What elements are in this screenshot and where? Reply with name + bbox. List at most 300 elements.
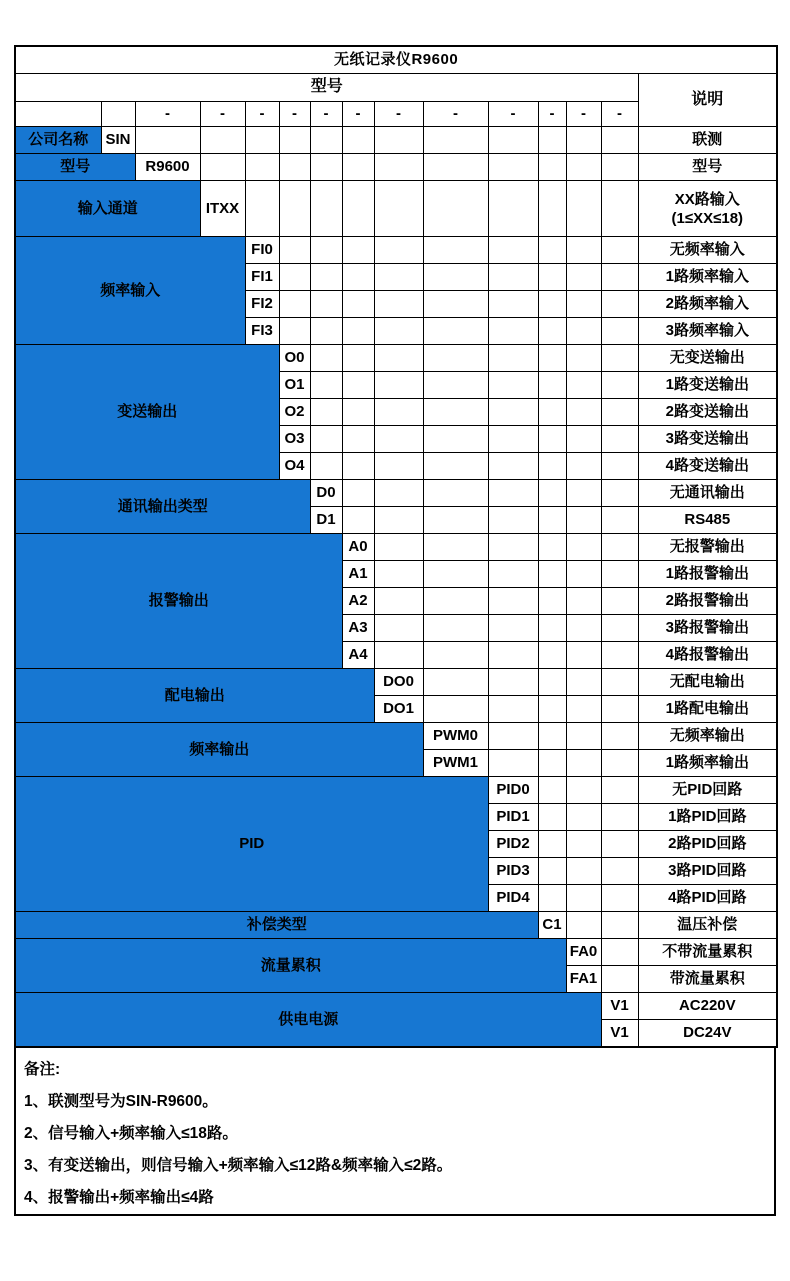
code-cell: O0	[279, 345, 310, 372]
empty-cell	[310, 372, 342, 399]
desc-cell: 3路报警输出	[638, 615, 777, 642]
empty-cell	[279, 154, 310, 181]
desc-cell: 1路变送输出	[638, 372, 777, 399]
code-cell: FI3	[245, 318, 279, 345]
code-cell: PID2	[488, 831, 538, 858]
empty-cell	[601, 696, 638, 723]
desc-cell: 4路PID回路	[638, 885, 777, 912]
empty-cell	[538, 750, 566, 777]
desc-cell: 2路报警输出	[638, 588, 777, 615]
empty-cell	[538, 372, 566, 399]
empty-cell	[488, 480, 538, 507]
empty-cell	[538, 399, 566, 426]
empty-cell	[423, 480, 488, 507]
empty-cell	[601, 885, 638, 912]
empty-cell	[374, 318, 423, 345]
desc-cell: 1路频率输出	[638, 750, 777, 777]
dash-cell: -	[135, 102, 200, 127]
category-cell: 频率输出	[15, 723, 423, 777]
notes-section	[14, 1046, 776, 1216]
category-cell: PID	[15, 777, 488, 912]
empty-cell	[488, 534, 538, 561]
desc-cell: 1路配电输出	[638, 696, 777, 723]
empty-cell	[601, 318, 638, 345]
empty-cell	[488, 399, 538, 426]
empty-cell	[374, 642, 423, 669]
blank-cell	[101, 102, 135, 127]
desc-cell: 无变送输出	[638, 345, 777, 372]
empty-cell	[310, 318, 342, 345]
empty-cell	[538, 480, 566, 507]
code-cell: V1	[601, 993, 638, 1020]
empty-cell	[342, 453, 374, 480]
empty-cell	[488, 561, 538, 588]
empty-cell	[538, 858, 566, 885]
empty-cell	[342, 181, 374, 237]
code-cell: A4	[342, 642, 374, 669]
code-cell: R9600	[135, 154, 200, 181]
empty-cell	[601, 264, 638, 291]
empty-cell	[601, 777, 638, 804]
table-row	[15, 480, 777, 507]
dash-cell: -	[488, 102, 538, 127]
empty-cell	[601, 912, 638, 939]
empty-cell	[310, 345, 342, 372]
empty-cell	[423, 399, 488, 426]
desc-cell: RS485	[638, 507, 777, 534]
empty-cell	[342, 318, 374, 345]
empty-cell	[538, 777, 566, 804]
desc-cell: 3路频率输入	[638, 318, 777, 345]
empty-cell	[423, 127, 488, 154]
empty-cell	[538, 426, 566, 453]
empty-cell	[310, 127, 342, 154]
empty-cell	[342, 264, 374, 291]
empty-cell	[601, 831, 638, 858]
empty-cell	[566, 480, 601, 507]
empty-cell	[538, 642, 566, 669]
empty-cell	[601, 181, 638, 237]
empty-cell	[488, 264, 538, 291]
code-cell: PWM0	[423, 723, 488, 750]
empty-cell	[245, 181, 279, 237]
table-row	[15, 669, 777, 696]
empty-cell	[538, 885, 566, 912]
desc-cell: 1路PID回路	[638, 804, 777, 831]
desc-cell: AC220V	[638, 993, 777, 1020]
empty-cell	[488, 127, 538, 154]
category-cell: 输入通道	[15, 181, 200, 237]
empty-cell	[488, 181, 538, 237]
code-cell: PID4	[488, 885, 538, 912]
empty-cell	[423, 181, 488, 237]
empty-cell	[566, 399, 601, 426]
empty-cell	[342, 507, 374, 534]
code-cell: FI0	[245, 237, 279, 264]
empty-cell	[538, 696, 566, 723]
table-title: 无纸记录仪R9600	[15, 46, 777, 74]
table-row	[15, 939, 777, 966]
table-row	[15, 46, 777, 74]
empty-cell	[566, 181, 601, 237]
empty-cell	[601, 534, 638, 561]
empty-cell	[566, 642, 601, 669]
empty-cell	[601, 561, 638, 588]
empty-cell	[423, 561, 488, 588]
empty-cell	[601, 237, 638, 264]
code-cell: A1	[342, 561, 374, 588]
empty-cell	[342, 154, 374, 181]
empty-cell	[488, 237, 538, 264]
empty-cell	[566, 264, 601, 291]
empty-cell	[538, 181, 566, 237]
dash-cell: -	[310, 102, 342, 127]
empty-cell	[538, 588, 566, 615]
empty-cell	[566, 453, 601, 480]
desc-cell: 2路变送输出	[638, 399, 777, 426]
empty-cell	[566, 426, 601, 453]
empty-cell	[566, 345, 601, 372]
empty-cell	[342, 345, 374, 372]
desc-cell: DC24V	[638, 1020, 777, 1048]
empty-cell	[566, 372, 601, 399]
code-cell: C1	[538, 912, 566, 939]
empty-cell	[538, 127, 566, 154]
dash-cell: -	[245, 102, 279, 127]
desc-cell: 无PID回路	[638, 777, 777, 804]
empty-cell	[538, 345, 566, 372]
empty-cell	[566, 858, 601, 885]
code-cell: V1	[601, 1020, 638, 1048]
empty-cell	[423, 453, 488, 480]
code-cell: PID1	[488, 804, 538, 831]
desc-line: (1≤XX≤18)	[671, 209, 744, 227]
empty-cell	[601, 453, 638, 480]
empty-cell	[488, 291, 538, 318]
empty-cell	[566, 831, 601, 858]
empty-cell	[200, 154, 245, 181]
empty-cell	[488, 723, 538, 750]
desc-cell: 无配电输出	[638, 669, 777, 696]
empty-cell	[423, 696, 488, 723]
empty-cell	[374, 507, 423, 534]
code-cell: DO0	[374, 669, 423, 696]
empty-cell	[374, 372, 423, 399]
empty-cell	[374, 534, 423, 561]
empty-cell	[488, 426, 538, 453]
description-header: 说明	[638, 74, 777, 127]
desc-cell: 1路频率输入	[638, 264, 777, 291]
table-row	[15, 237, 777, 264]
code-cell: PID0	[488, 777, 538, 804]
model-number-header: 型号	[15, 74, 638, 102]
note-item: 4、报警输出+频率输出≤4路	[24, 1189, 214, 1206]
empty-cell	[488, 318, 538, 345]
empty-cell	[310, 264, 342, 291]
empty-cell	[342, 372, 374, 399]
table-row	[15, 912, 777, 939]
desc-cell: 无报警输出	[638, 534, 777, 561]
dash-cell: -	[566, 102, 601, 127]
empty-cell	[342, 237, 374, 264]
empty-cell	[279, 291, 310, 318]
empty-cell	[374, 399, 423, 426]
empty-cell	[342, 426, 374, 453]
empty-cell	[374, 453, 423, 480]
empty-cell	[566, 696, 601, 723]
empty-cell	[601, 966, 638, 993]
empty-cell	[488, 642, 538, 669]
empty-cell	[488, 750, 538, 777]
empty-cell	[566, 154, 601, 181]
dash-cell: -	[538, 102, 566, 127]
empty-cell	[601, 154, 638, 181]
empty-cell	[566, 318, 601, 345]
empty-cell	[601, 291, 638, 318]
empty-cell	[423, 264, 488, 291]
empty-cell	[566, 669, 601, 696]
desc-cell: 1路报警输出	[638, 561, 777, 588]
empty-cell	[342, 399, 374, 426]
empty-cell	[566, 804, 601, 831]
category-cell: 配电输出	[15, 669, 374, 723]
empty-cell	[374, 480, 423, 507]
empty-cell	[310, 237, 342, 264]
empty-cell	[423, 426, 488, 453]
dash-cell: -	[601, 102, 638, 127]
category-cell: 补偿类型	[15, 912, 538, 939]
empty-cell	[279, 237, 310, 264]
code-cell: D1	[310, 507, 342, 534]
code-cell: FA1	[566, 966, 601, 993]
table-row	[15, 993, 777, 1020]
empty-cell	[200, 127, 245, 154]
empty-cell	[423, 291, 488, 318]
desc-cell: 无频率输入	[638, 237, 777, 264]
empty-cell	[423, 588, 488, 615]
table-row	[15, 181, 777, 237]
code-cell: ITXX	[200, 181, 245, 237]
empty-cell	[538, 615, 566, 642]
code-cell: PID3	[488, 858, 538, 885]
empty-cell	[374, 345, 423, 372]
empty-cell	[566, 615, 601, 642]
empty-cell	[342, 480, 374, 507]
desc-cell	[638, 181, 777, 237]
empty-cell	[566, 534, 601, 561]
empty-cell	[310, 426, 342, 453]
desc-cell: 温压补偿	[638, 912, 777, 939]
empty-cell	[601, 426, 638, 453]
empty-cell	[279, 181, 310, 237]
category-cell: 变送输出	[15, 345, 279, 480]
note-item: 3、有变送输出，则信号输入+频率输入≤12路&频率输入≤2路。	[24, 1157, 453, 1174]
desc-cell: 4路报警输出	[638, 642, 777, 669]
empty-cell	[374, 264, 423, 291]
code-cell: FI2	[245, 291, 279, 318]
empty-cell	[423, 642, 488, 669]
empty-cell	[538, 264, 566, 291]
empty-cell	[374, 181, 423, 237]
empty-cell	[310, 291, 342, 318]
note-item: 2、信号输入+频率输入≤18路。	[24, 1125, 238, 1142]
empty-cell	[566, 723, 601, 750]
empty-cell	[566, 588, 601, 615]
empty-cell	[279, 318, 310, 345]
category-cell: 流量累积	[15, 939, 566, 993]
empty-cell	[374, 237, 423, 264]
category-cell: 供电电源	[15, 993, 601, 1048]
dash-cell: -	[279, 102, 310, 127]
empty-cell	[423, 615, 488, 642]
empty-cell	[488, 345, 538, 372]
empty-cell	[601, 750, 638, 777]
notes-heading: 备注:	[24, 1061, 61, 1078]
code-cell: A2	[342, 588, 374, 615]
empty-cell	[601, 345, 638, 372]
dash-cell: -	[423, 102, 488, 127]
desc-cell: 无通讯输出	[638, 480, 777, 507]
model-selection-table	[14, 45, 778, 1048]
empty-cell	[601, 858, 638, 885]
blank-cell	[15, 102, 101, 127]
code-cell: D0	[310, 480, 342, 507]
empty-cell	[538, 804, 566, 831]
desc-line: XX路输入	[674, 190, 740, 208]
empty-cell	[374, 127, 423, 154]
empty-cell	[488, 453, 538, 480]
empty-cell	[488, 696, 538, 723]
table-row	[15, 777, 777, 804]
empty-cell	[488, 615, 538, 642]
empty-cell	[601, 507, 638, 534]
empty-cell	[538, 154, 566, 181]
table-row	[15, 127, 777, 154]
empty-cell	[601, 723, 638, 750]
category-cell: 型号	[15, 154, 135, 181]
empty-cell	[538, 318, 566, 345]
empty-cell	[374, 154, 423, 181]
category-cell: 通讯输出类型	[15, 480, 310, 534]
empty-cell	[310, 181, 342, 237]
empty-cell	[310, 399, 342, 426]
empty-cell	[538, 831, 566, 858]
code-cell: FI1	[245, 264, 279, 291]
empty-cell	[423, 372, 488, 399]
empty-cell	[374, 291, 423, 318]
empty-cell	[374, 615, 423, 642]
empty-cell	[245, 127, 279, 154]
empty-cell	[538, 291, 566, 318]
empty-cell	[601, 615, 638, 642]
empty-cell	[279, 264, 310, 291]
desc-cell: 4路变送输出	[638, 453, 777, 480]
empty-cell	[245, 154, 279, 181]
empty-cell	[566, 291, 601, 318]
category-cell: 公司名称	[15, 127, 101, 154]
empty-cell	[601, 480, 638, 507]
empty-cell	[538, 507, 566, 534]
empty-cell	[566, 885, 601, 912]
empty-cell	[423, 318, 488, 345]
empty-cell	[342, 127, 374, 154]
empty-cell	[601, 372, 638, 399]
dash-cell: -	[342, 102, 374, 127]
desc-cell: 3路PID回路	[638, 858, 777, 885]
empty-cell	[423, 154, 488, 181]
empty-cell	[423, 534, 488, 561]
empty-cell	[601, 127, 638, 154]
empty-cell	[423, 237, 488, 264]
empty-cell	[538, 534, 566, 561]
desc-cell: 2路PID回路	[638, 831, 777, 858]
empty-cell	[423, 669, 488, 696]
category-cell: 频率输入	[15, 237, 245, 345]
empty-cell	[538, 237, 566, 264]
empty-cell	[488, 588, 538, 615]
desc-cell: 不带流量累积	[638, 939, 777, 966]
empty-cell	[374, 588, 423, 615]
empty-cell	[601, 399, 638, 426]
empty-cell	[135, 127, 200, 154]
empty-cell	[279, 127, 310, 154]
dash-cell: -	[200, 102, 245, 127]
empty-cell	[423, 507, 488, 534]
empty-cell	[566, 777, 601, 804]
empty-cell	[601, 939, 638, 966]
desc-cell: 型号	[638, 154, 777, 181]
empty-cell	[310, 154, 342, 181]
desc-cell: 2路频率输入	[638, 291, 777, 318]
note-item: 1、联测型号为SIN-R9600。	[24, 1093, 218, 1110]
empty-cell	[488, 669, 538, 696]
code-cell: A0	[342, 534, 374, 561]
empty-cell	[566, 750, 601, 777]
code-cell: SIN	[101, 127, 135, 154]
code-cell: O3	[279, 426, 310, 453]
empty-cell	[538, 453, 566, 480]
empty-cell	[601, 669, 638, 696]
empty-cell	[566, 912, 601, 939]
code-cell: DO1	[374, 696, 423, 723]
desc-cell: 3路变送输出	[638, 426, 777, 453]
empty-cell	[538, 723, 566, 750]
code-cell: O4	[279, 453, 310, 480]
empty-cell	[374, 426, 423, 453]
code-cell: PWM1	[423, 750, 488, 777]
code-cell: O1	[279, 372, 310, 399]
table-row	[15, 534, 777, 561]
empty-cell	[374, 561, 423, 588]
empty-cell	[310, 453, 342, 480]
desc-cell: 联测	[638, 127, 777, 154]
empty-cell	[601, 642, 638, 669]
dash-cell: -	[374, 102, 423, 127]
empty-cell	[488, 372, 538, 399]
empty-cell	[342, 291, 374, 318]
table-row	[15, 723, 777, 750]
code-cell: A3	[342, 615, 374, 642]
empty-cell	[601, 588, 638, 615]
empty-cell	[566, 127, 601, 154]
code-cell: O2	[279, 399, 310, 426]
empty-cell	[566, 507, 601, 534]
table-row	[15, 74, 777, 102]
empty-cell	[566, 237, 601, 264]
table-row	[15, 154, 777, 181]
empty-cell	[566, 561, 601, 588]
table-row	[15, 345, 777, 372]
